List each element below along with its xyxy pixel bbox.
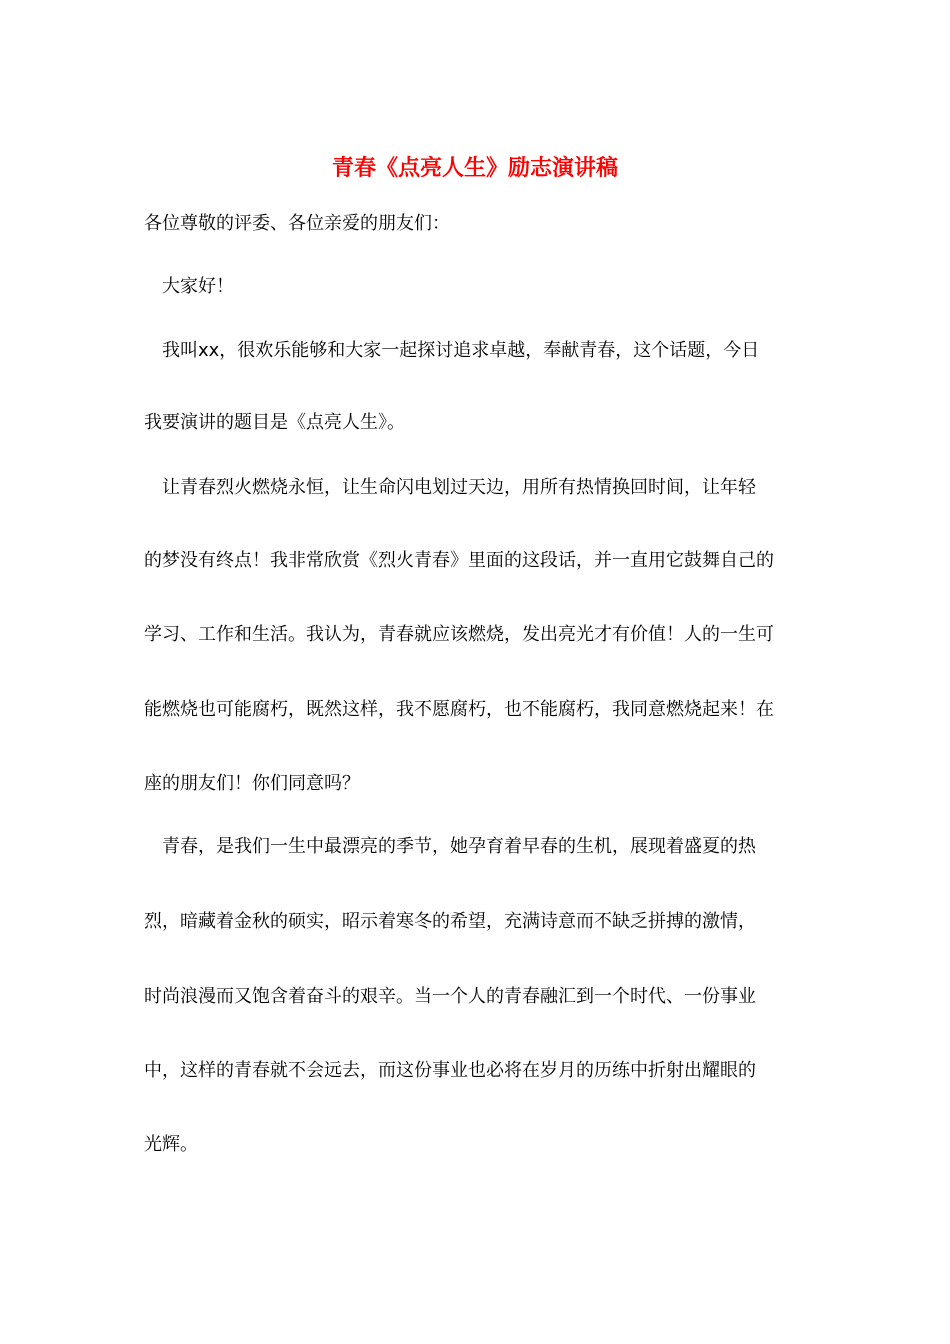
paragraph-line: 座的朋友们！你们同意吗？ [144,773,360,794]
paragraph-line: 中，这样的青春就不会远去，而这份事业也必将在岁月的历练中折射出耀眼的 [144,1060,756,1081]
document-title: 青春《点亮人生》励志演讲稿 [331,155,618,181]
paragraph-line: 光辉。 [144,1134,198,1155]
paragraph-line: 烈，暗藏着金秋的硕实，昭示着寒冬的希望，充满诗意而不缺乏拼搏的激情， [144,911,756,932]
paragraph-line: 我叫xx，很欢乐能够和大家一起探讨追求卓越，奉献青春，这个话题，今日 [162,340,760,361]
paragraph-line: 的梦没有终点！我非常欣赏《烈火青春》里面的这段话，并一直用它鼓舞自己的 [144,550,774,571]
paragraph-line: 时尚浪漫而又饱含着奋斗的艰辛。当一个人的青春融汇到一个时代、一份事业 [144,986,756,1007]
paragraph-line: 我要演讲的题目是《点亮人生》。 [144,412,405,433]
paragraph-line: 让青春烈火燃烧永恒，让生命闪电划过天边，用所有热情换回时间，让年轻 [162,477,756,498]
paragraph-line: 学习、工作和生活。我认为，青春就应该燃烧，发出亮光才有价值！人的一生可 [144,624,774,645]
greeting: 大家好！ [162,276,234,297]
paragraph-line: 青春，是我们一生中最漂亮的季节，她孕育着早春的生机，展现着盛夏的热 [162,836,756,857]
paragraph-line: 能燃烧也可能腐朽，既然这样，我不愿腐朽，也不能腐朽，我同意燃烧起来！在 [144,699,774,720]
salutation: 各位尊敬的评委、各位亲爱的朋友们： [144,213,450,234]
